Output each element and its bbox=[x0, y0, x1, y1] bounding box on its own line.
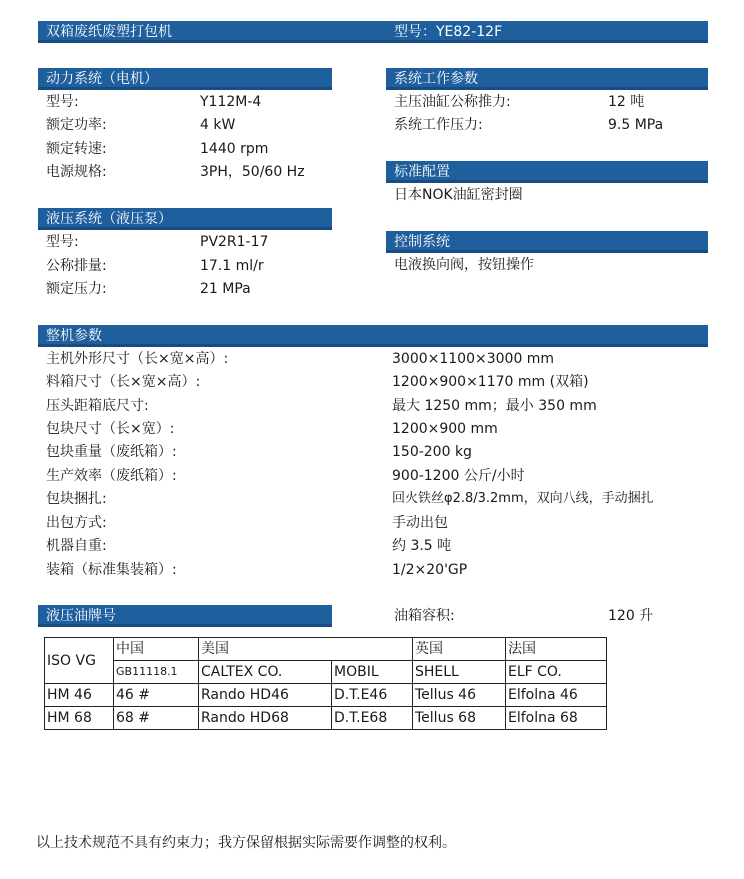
spec-value: 3000×1100×3000 mm bbox=[392, 351, 555, 367]
standard-text: 日本NOK油缸密封圈 bbox=[394, 187, 523, 203]
mobil-subheader: MOBIL bbox=[332, 661, 413, 684]
spec-label: 压头距箱底尺寸: bbox=[46, 398, 149, 414]
spec-label: 机器自重: bbox=[46, 538, 107, 554]
caltex-subheader: CALTEX CO. bbox=[199, 661, 332, 684]
table-cell: 68 # bbox=[114, 707, 199, 730]
spec-value: 约 3.5 吨 bbox=[392, 538, 452, 554]
shell-subheader: SHELL bbox=[413, 661, 506, 684]
product-title: 双箱废纸废塑打包机 bbox=[46, 24, 172, 40]
oil-grade-table bbox=[44, 637, 607, 730]
spec-value: 1200×900×1170 mm (双箱) bbox=[392, 374, 589, 390]
spec-value: Y112M-4 bbox=[200, 94, 262, 110]
iso-vg-header: ISO VG bbox=[45, 638, 114, 684]
spec-value: 3PH，50/60 Hz bbox=[200, 164, 305, 180]
table-cell: HM 68 bbox=[45, 707, 114, 730]
table-row bbox=[45, 684, 607, 707]
spec-value: PV2R1-17 bbox=[200, 234, 269, 250]
spec-label: 公称排量: bbox=[46, 258, 107, 274]
spec-label: 料箱尺寸（长×宽×高）: bbox=[46, 374, 201, 390]
spec-label: 额定功率: bbox=[46, 117, 107, 133]
spec-value: 最大 1250 mm；最小 350 mm bbox=[392, 398, 597, 414]
spec-value: 1/2×20'GP bbox=[392, 562, 468, 578]
table-subheader-row bbox=[45, 661, 607, 684]
tank-capacity-label: 油箱容积: bbox=[394, 608, 455, 624]
table-cell: Elfolna 68 bbox=[506, 707, 607, 730]
spec-value: 12 吨 bbox=[608, 94, 645, 110]
usa-header: 美国 bbox=[199, 638, 413, 661]
product-model: 型号：YE82-12F bbox=[394, 24, 503, 40]
table-cell: Elfolna 46 bbox=[506, 684, 607, 707]
spec-label: 额定转速: bbox=[46, 141, 107, 157]
table-cell: HM 46 bbox=[45, 684, 114, 707]
spec-label: 主压油缸公称推力: bbox=[394, 94, 511, 110]
spec-value: 17.1 ml/r bbox=[200, 258, 264, 274]
table-cell: 46 # bbox=[114, 684, 199, 707]
table-header-row bbox=[45, 638, 607, 661]
spec-value: 1200×900 mm bbox=[392, 421, 498, 437]
spec-label: 额定压力: bbox=[46, 281, 107, 297]
standard-section-title: 标准配置 bbox=[386, 161, 708, 183]
spec-label: 型号: bbox=[46, 234, 79, 250]
control-text: 电液换向阀，按钮操作 bbox=[394, 257, 534, 273]
spec-label: 包块重量（废纸箱）: bbox=[46, 444, 177, 460]
table-cell: Rando HD68 bbox=[199, 707, 332, 730]
spec-value: 900-1200 公斤/小时 bbox=[392, 468, 525, 484]
spec-value: 1440 rpm bbox=[200, 141, 269, 157]
header-bar bbox=[38, 21, 708, 43]
spec-value: 回火铁丝φ2.8/3.2mm，双向八线，手动捆扎 bbox=[392, 491, 654, 506]
motor-section-title: 动力系统（电机） bbox=[38, 68, 332, 90]
table-cell: Tellus 68 bbox=[413, 707, 506, 730]
spec-value: 4 kW bbox=[200, 117, 236, 133]
oil-section-title: 液压油牌号 bbox=[38, 605, 332, 627]
gb-subheader: GB11118.1 bbox=[114, 661, 199, 684]
spec-value: 150-200 kg bbox=[392, 444, 472, 460]
spec-label: 包块捆扎: bbox=[46, 491, 107, 507]
france-header: 法国 bbox=[506, 638, 607, 661]
table-cell: D.T.E68 bbox=[332, 707, 413, 730]
hydraulic-section-title: 液压系统（液压泵） bbox=[38, 208, 332, 230]
spec-value: 21 MPa bbox=[200, 281, 251, 297]
table-cell: D.T.E46 bbox=[332, 684, 413, 707]
spec-value: 9.5 MPa bbox=[608, 117, 664, 133]
disclaimer-text: 以上技术规范不具有约束力；我方保留根据实际需要作调整的权利。 bbox=[36, 835, 456, 851]
spec-label: 生产效率（废纸箱）: bbox=[46, 468, 177, 484]
elf-subheader: ELF CO. bbox=[506, 661, 607, 684]
control-section-title: 控制系统 bbox=[386, 231, 708, 253]
china-header: 中国 bbox=[114, 638, 199, 661]
table-row bbox=[45, 707, 607, 730]
tank-capacity-value: 120 升 bbox=[608, 608, 654, 624]
table-cell: Tellus 46 bbox=[413, 684, 506, 707]
machine-section-title: 整机参数 bbox=[38, 325, 708, 347]
spec-label: 型号: bbox=[46, 94, 79, 110]
spec-label: 包块尺寸（长×宽）: bbox=[46, 421, 175, 437]
table-cell: Rando HD46 bbox=[199, 684, 332, 707]
spec-value: 手动出包 bbox=[392, 515, 448, 531]
spec-label: 装箱（标准集装箱）: bbox=[46, 562, 177, 578]
spec-label: 电源规格: bbox=[46, 164, 107, 180]
uk-header: 英国 bbox=[413, 638, 506, 661]
spec-label: 出包方式: bbox=[46, 515, 107, 531]
system-section-title: 系统工作参数 bbox=[386, 68, 708, 90]
spec-label: 系统工作压力: bbox=[394, 117, 483, 133]
spec-label: 主机外形尺寸（长×宽×高）: bbox=[46, 351, 229, 367]
